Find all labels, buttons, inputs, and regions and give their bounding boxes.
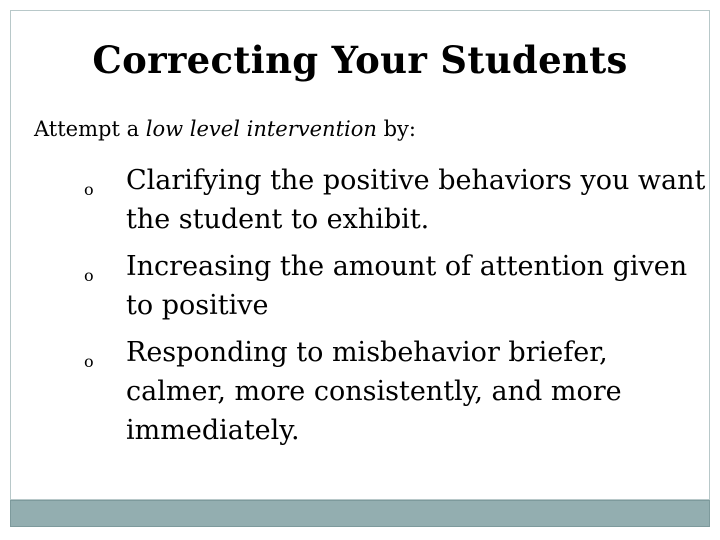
intro-line xyxy=(34,117,416,141)
list-item: Increasing the amount of attention given to positive xyxy=(126,251,688,321)
intro-suffix: by: xyxy=(376,117,416,141)
intro-prefix: Attempt a xyxy=(34,117,146,141)
intro-emphasis: low level intervention xyxy=(145,117,377,141)
slide-title: Correcting Your Students xyxy=(92,38,628,82)
bullet-icon: o xyxy=(84,180,94,199)
list-item: Clarifying the positive behaviors you want the student to exhibit. xyxy=(126,165,706,235)
list-item: Responding to misbehavior briefer, calmer, more consistently, and more immediately. xyxy=(126,337,622,446)
bullet-icon: o xyxy=(84,352,94,371)
bullet-icon: o xyxy=(84,266,94,285)
footer-band xyxy=(10,500,710,527)
